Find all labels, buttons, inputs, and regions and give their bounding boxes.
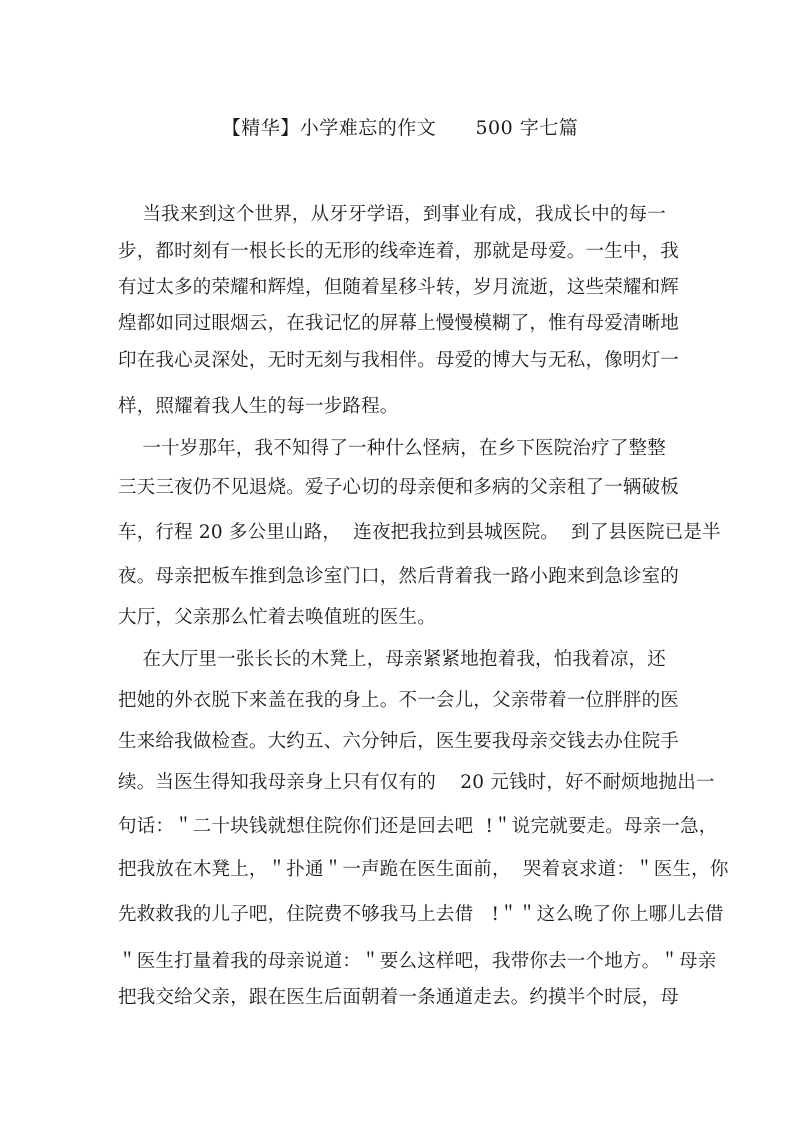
text-line: 煌都如同过眼烟云，在我记忆的屏幕上慢慢模糊了，惟有母爱清晰地	[118, 313, 680, 334]
text-line: 把我放在木凳上，＂扑通＂一声跪在医生面前， 哭着哀求道：＂医生，你	[118, 859, 729, 880]
text-line: 印在我心灵深处，无时无刻与我相伴。母爱的博大与无私，像明灯一	[118, 350, 680, 371]
text-line: 有过太多的荣耀和辉煌，但随着星移斗转，岁月流逝，这些荣耀和辉	[118, 277, 680, 298]
text-line: 生来给我做检查。大约五、六分钟后，医生要我母亲交钱去办住院手	[118, 731, 680, 752]
text-line: 三天三夜仍不见退烧。爱子心切的母亲便和多病的父亲租了一辆破板	[118, 477, 680, 498]
text-line: 一十岁那年，我不知得了一种什么怪病，在乡下医院治疗了整整	[118, 438, 666, 459]
text-line: 把她的外衣脱下来盖在我的身上。不一会儿，父亲带着一位胖胖的医	[118, 690, 680, 711]
text-line: 当我来到这个世界，从牙牙学语，到事业有成，我成长中的每一	[118, 204, 666, 225]
text-line: 句话：＂二十块钱就想住院你们还是回去吧 !＂说完就要走。母亲一急，	[118, 816, 718, 837]
text-line: 先救救我的儿子吧，住院费不够我马上去借 !＂＂这么晚了你上哪儿去借	[118, 904, 724, 925]
text-line: ＂医生打量着我的母亲说道：＂要么这样吧，我带你去一个地方。＂母亲	[118, 951, 717, 972]
text-line: 续。当医生得知我母亲身上只有仅有的 20 元钱时，好不耐烦地抛出一	[118, 772, 715, 793]
text-line: 车，行程 20 多公里山路， 连夜把我拉到县城医院。 到了县医院已是半	[118, 522, 721, 543]
text-line: 样，照耀着我人生的每一步路程。	[118, 396, 399, 417]
text-line: 夜。母亲把板车推到急诊室门口，然后背着我一路小跑来到急诊室的	[118, 566, 680, 587]
text-line: 在大厅里一张长长的木凳上，母亲紧紧地抱着我，怕我着凉，还	[118, 649, 666, 670]
text-line: 大厅，父亲那么忙着去唤值班的医生。	[118, 607, 436, 628]
document-title: 【精华】小学难忘的作文 500 字七篇	[221, 117, 579, 139]
text-line: 把我交给父亲，跟在医生后面朝着一条通道走去。约摸半个时辰，母	[118, 987, 680, 1008]
text-line: 步，都时刻有一根长长的无形的线牵连着，那就是母爱。一生中，我	[118, 241, 680, 262]
